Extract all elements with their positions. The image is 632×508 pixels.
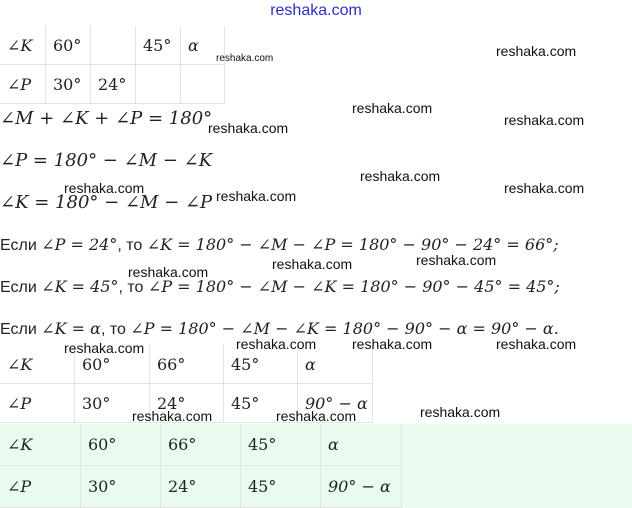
watermark: reshaka.com (352, 100, 433, 116)
watermark: reshaka.com (360, 168, 441, 184)
table-cell: 30° (75, 384, 150, 423)
table-cell: ∠P (0, 466, 81, 508)
watermark: reshaka.com (208, 120, 289, 136)
table-cell: 30° (46, 65, 91, 104)
table-cell: α (321, 424, 402, 466)
table-cell: 60° (81, 424, 161, 466)
table-cell: ∠P (0, 384, 75, 423)
table-cell (91, 26, 136, 65)
case-prefix: Если (0, 237, 42, 254)
table-cell: ∠K (0, 424, 81, 466)
table-cell: ∠K (0, 345, 75, 384)
table-cell: 24° (150, 384, 224, 423)
watermark: reshaka.com (496, 336, 577, 352)
table-cell: 60° (46, 26, 91, 65)
watermark: reshaka.com (276, 408, 357, 424)
table-cell: ∠K (0, 26, 46, 65)
case-prefix: Если (0, 321, 42, 338)
site-brand[interactable]: reshaka.com (270, 2, 362, 19)
table-cell: 66° (161, 424, 241, 466)
watermark: reshaka.com (416, 252, 497, 268)
table-cell: 90° − α (298, 384, 373, 423)
watermark: reshaka.com (504, 112, 585, 128)
watermark: reshaka.com (352, 336, 433, 352)
watermark: reshaka.com (236, 336, 317, 352)
watermark: reshaka.com (504, 180, 585, 196)
table-cell: 60° (75, 345, 150, 384)
table-cell: α (181, 26, 225, 65)
table-answer (0, 424, 402, 508)
table-cell: 30° (81, 466, 161, 508)
case-mid: , то (118, 279, 148, 296)
equation-sum: ∠M + ∠K + ∠P = 180° (0, 108, 213, 129)
case-mid: , то (100, 321, 131, 338)
table-cell: 66° (150, 345, 224, 384)
watermark: reshaka.com (128, 264, 209, 280)
case-condition: ∠K = 45° (41, 277, 119, 296)
case-result: ∠P = 180° − ∠M − ∠K = 180° − 90° − 45° = 45°; (147, 277, 560, 296)
table-cell (136, 65, 181, 104)
watermark: reshaka.com (496, 43, 577, 59)
case-condition: ∠P = 24° (41, 235, 118, 254)
table-cell: ∠P (0, 65, 46, 104)
equation-k: ∠K = 180° − ∠M − ∠P (0, 192, 213, 213)
case-result: ∠P = 180° − ∠M − ∠K = 180° − 90° − α = 90° − α. (130, 319, 559, 338)
equation-p: ∠P = 180° − ∠M − ∠K (0, 150, 213, 171)
table-cell (181, 65, 225, 104)
table-cell: 24° (161, 466, 241, 508)
table-cell: 45° (241, 424, 321, 466)
case-mid: , то (117, 237, 147, 254)
watermark: reshaka.com (64, 340, 145, 356)
table-cell: 45° (224, 345, 298, 384)
table-given (0, 26, 225, 104)
table-cell: 45° (224, 384, 298, 423)
table-cell: 45° (241, 466, 321, 508)
table-cell: α (298, 345, 373, 384)
case-condition: ∠K = α (41, 319, 101, 338)
case-prefix: Если (0, 279, 42, 296)
watermark: reshaka.com (272, 256, 353, 272)
watermark: reshaka.com (216, 53, 274, 64)
case-k-45 (0, 277, 560, 297)
watermark: reshaka.com (132, 408, 213, 424)
watermark: reshaka.com (420, 404, 501, 420)
table-cell: 45° (136, 26, 181, 65)
watermark: reshaka.com (64, 180, 145, 196)
watermark: reshaka.com (216, 188, 297, 204)
table-cell: 24° (91, 65, 136, 104)
case-result: ∠K = 180° − ∠M − ∠P = 180° − 90° − 24° = 66°; (146, 235, 559, 254)
table-cell: 90° − α (321, 466, 402, 508)
